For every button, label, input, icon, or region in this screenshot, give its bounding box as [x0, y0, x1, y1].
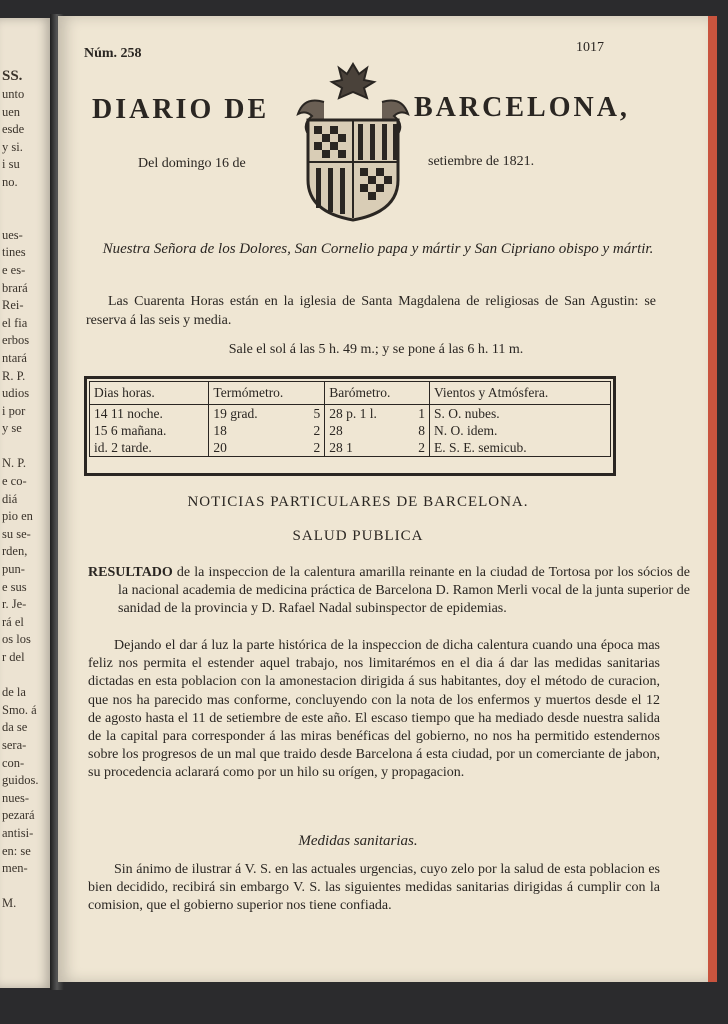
table-row	[90, 439, 611, 457]
article-paragraph-1	[88, 564, 690, 619]
coat-of-arms-icon	[294, 62, 412, 222]
fragment-line: os los	[2, 632, 31, 647]
fragment-line: M.	[2, 896, 17, 911]
date-line-right: setiembre de 1821.	[428, 154, 535, 169]
weather-wind: N. O. idem.	[433, 423, 498, 438]
fragment-line: unto	[2, 87, 25, 101]
fragment-line: en: se	[2, 843, 31, 858]
page-number: 1017	[576, 40, 604, 55]
fragment-line: men-	[2, 861, 28, 876]
fragment-line	[0, 209, 52, 227]
fragment-line: ues-	[2, 227, 23, 242]
weather-temp-fraction: 2	[299, 422, 325, 439]
weather-temp: 20	[213, 440, 227, 455]
fragment-line: pezará	[2, 808, 35, 823]
article-heading: SALUD PUBLICA	[292, 528, 424, 544]
table-row	[90, 405, 611, 423]
weather-col-header: Dias horas.	[90, 382, 209, 405]
fragment-line: pun-	[2, 562, 25, 577]
weather-table	[84, 376, 616, 476]
fragment-line: y si.	[2, 139, 23, 154]
fragment-line: con-	[2, 755, 25, 770]
weather-col-header: Termómetro.	[209, 382, 325, 405]
facing-page-fragment	[0, 18, 52, 988]
fragment-line: r. Je-	[2, 597, 27, 612]
weather-col-header: Vientos y Atmósfera.	[429, 382, 610, 405]
fragment-line: diá	[2, 491, 18, 506]
date-line-left: Del domingo 16 de	[138, 156, 246, 171]
fragment-line: N. P.	[2, 456, 26, 471]
fragment-line: r del	[2, 650, 25, 664]
fragment-line: Rei-	[2, 298, 24, 313]
weather-baro: 28	[329, 423, 343, 438]
table-row	[90, 422, 611, 439]
fragment-line: brará	[2, 280, 28, 295]
fragment-line: SS.	[2, 68, 23, 84]
fragment-line: da se	[2, 720, 28, 735]
weather-baro-fraction: 2	[407, 439, 429, 457]
weather-wind: E. S. E. semicub.	[433, 440, 527, 455]
fragment-line: antisi-	[2, 825, 34, 840]
fragment-line: rden,	[2, 544, 28, 559]
fragment-line: R. P.	[2, 368, 26, 383]
fragment-line: e es-	[2, 262, 26, 277]
fragment-line: i su	[2, 157, 20, 172]
fragment-line: guidos.	[2, 773, 39, 788]
weather-temp-fraction: 2	[299, 439, 325, 457]
fragment-line: ntará	[2, 350, 27, 365]
fragment-line: y se	[2, 421, 22, 436]
fragment-line	[0, 878, 52, 896]
newspaper-page	[58, 16, 717, 982]
fragment-line: uen	[2, 104, 21, 119]
fragment-line: pio en	[2, 509, 33, 524]
fragment-line: i por	[2, 403, 26, 418]
fragment-line: de la	[2, 685, 26, 700]
fragment-line: erbos	[2, 333, 30, 348]
fragment-line: esde	[2, 122, 25, 137]
article-paragraph-3: Sin ánimo de ilustrar á V. S. en las actuales urgencias, cuyo zelo por la salud de esta poblacion es bien decidido, recibirá sin embargo V. S. las siguientes medidas sanitarias dirigidas á cumplir con la comision, que el gobierno superior nos tiene confiada.	[88, 862, 660, 914]
saints-of-the-day: Nuestra Señora de los Dolores, San Cornelio papa y mártir y San Cipriano obispo y mártir.	[102, 241, 654, 257]
fragment-line: tines	[2, 245, 26, 260]
masthead-title-right: BARCELONA,	[414, 92, 630, 123]
weather-day: 15 6 mañana.	[90, 422, 209, 439]
fragment-line: el fia	[2, 315, 28, 330]
weather-day: 14 11 noche.	[90, 405, 209, 423]
fragment-line	[0, 667, 52, 685]
lead-word: RESULTADO	[88, 565, 173, 580]
subheading: Medidas sanitarias.	[298, 833, 418, 849]
fragment-line	[0, 192, 52, 210]
weather-baro: 28 p. 1 l.	[329, 406, 377, 421]
weather-col-header: Barómetro.	[325, 382, 430, 405]
fragment-line: e co-	[2, 474, 27, 489]
issue-number: Núm. 258	[84, 46, 142, 61]
fragment-line: sera-	[2, 737, 27, 752]
fragment-line	[0, 438, 52, 456]
paragraph-text: de la inspeccion de la calentura amarilla reinante en la ciudad de Tortosa por los sócios de la nacional academia de medicina práctica de Barcelona D. Ramon Merli vocal de la junta superior de sanidad de la provincia y D. Rafael Nadal subinspector de epidemias.	[118, 565, 691, 617]
fragment-line: nues-	[2, 790, 30, 805]
weather-temp-fraction: 5	[299, 405, 325, 423]
masthead-title-left: DIARIO DE	[92, 94, 270, 125]
sunrise-sunset: Sale el sol á las 5 h. 49 m.; y se pone á las 6 h. 11 m.	[228, 342, 524, 357]
fragment-line: rá el	[2, 614, 24, 629]
fragment-line: su se-	[2, 526, 31, 541]
weather-baro: 28 1	[329, 440, 353, 455]
article-paragraph-2: Dejando el dar á luz la parte histórica de la inspeccion de dicha calentura cuando una época mas feliz nos permita el estender aquel trabajo, nos limitarémos en el dia á dar las medidas sanitarias dictadas en esta poblacion con la amonestacion dirigida á sus habitantes, doy el método de curacion, que nos ha parecido mas conforme, concluyendo con la nota de los enfermos y muertos desde el 12 de agosto hasta el 11 de setiembre de este año. El escaso tiempo que ha mediado desde nuestra salida de la capital para corresponder á las miras benéficas del gobierno, no nos ha permitido estendernos sobre los progresos de un mal que traido desde Barcelona á esta ciudad, por un comerciante de jabon, su procedencia aclarará como por un hilo su orígen, y propagacion.	[88, 638, 660, 781]
fragment-line: e sus	[2, 579, 27, 594]
weather-baro-fraction: 1	[407, 405, 429, 423]
weather-baro-fraction: 8	[407, 422, 429, 439]
weather-wind: S. O. nubes.	[433, 406, 500, 421]
weather-temp: 19 grad.	[213, 406, 258, 421]
fragment-line: no.	[2, 174, 18, 189]
weather-temp: 18	[213, 423, 227, 438]
forty-hours-notice: Las Cuarenta Horas están en la iglesia de Santa Magdalena de religiosas de San Agustin: se reserva á las seis y media.	[86, 294, 656, 328]
fragment-line: udios	[2, 386, 30, 401]
section-heading: NOTICIAS PARTICULARES DE BARCELONA.	[187, 494, 529, 510]
weather-day: id. 2 tarde.	[90, 439, 209, 457]
fragment-line: Smo. á	[2, 702, 37, 717]
